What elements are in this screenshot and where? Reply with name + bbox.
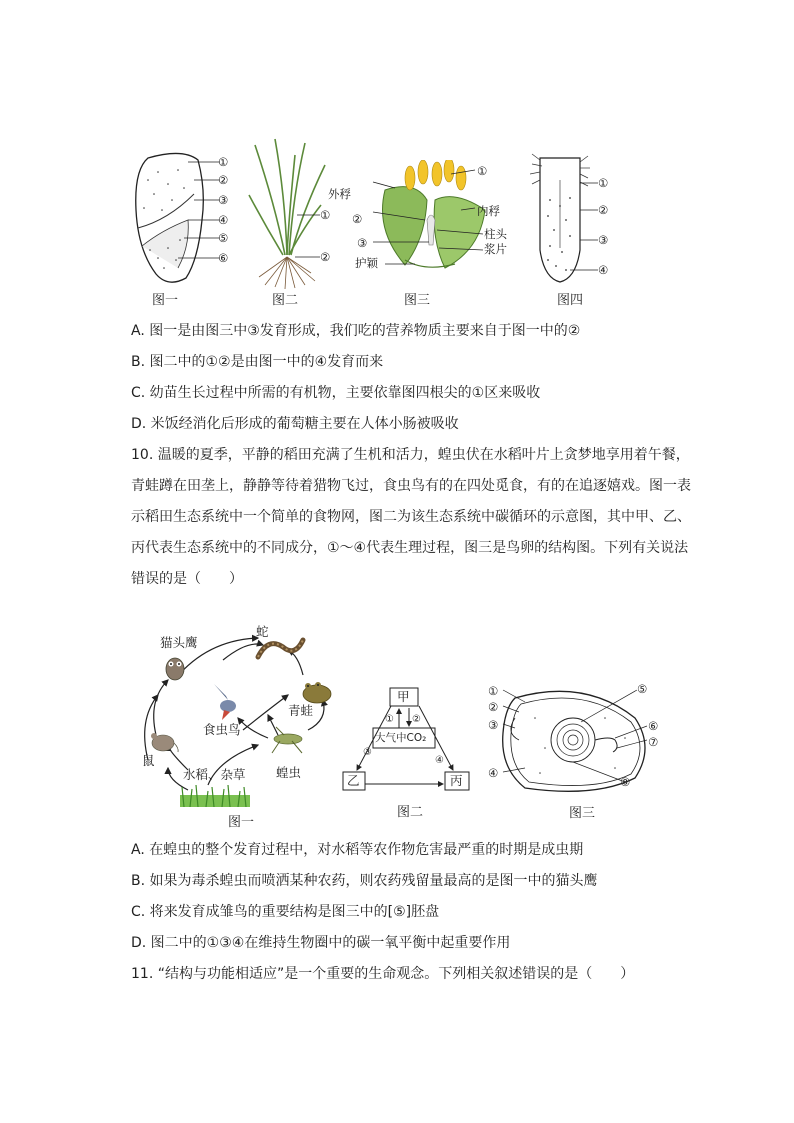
web-label-bird: 食虫鸟 xyxy=(203,722,241,737)
web-label-mouse: 鼠 xyxy=(142,753,155,768)
fig1-label-6: ⑥ xyxy=(218,251,229,265)
mouse-icon xyxy=(146,728,180,754)
q9-option-a: A. 图一是由图三中③发育形成，我们吃的营养物质主要来自于图一中的② xyxy=(131,323,581,339)
fig4-label-3: ③ xyxy=(598,233,609,247)
fig3-label-outer-lemma: 外稃 xyxy=(328,187,351,201)
fig2-label-2: ② xyxy=(320,250,331,264)
fig1-label-5: ⑤ xyxy=(218,231,229,245)
fig3-label-palea: 内稃 xyxy=(477,204,500,218)
web-label-snake: 蛇 xyxy=(256,624,269,639)
fig1-caption: 图一 xyxy=(151,293,178,308)
egg-label-7: ⑦ xyxy=(648,735,659,749)
fig1-label-4: ④ xyxy=(218,213,229,227)
carbon-cycle-caption: 图二 xyxy=(396,805,423,820)
food-web-caption: 图一 xyxy=(227,815,254,830)
grass-icon xyxy=(180,785,250,807)
carbon-label-3: ③ xyxy=(363,747,372,758)
fig3-label-3: ③ xyxy=(357,236,368,250)
carbon-label-yi: 乙 xyxy=(347,773,360,788)
carbon-label-jia: 甲 xyxy=(397,689,410,704)
q9-option-b: B. 图二中的①②是由图一中的④发育而来 xyxy=(131,354,384,370)
q10-option-d: D. 图二中的①③④在维持生物圈中的碳一氧平衡中起重要作用 xyxy=(131,935,511,951)
web-label-frog: 青蛙 xyxy=(288,703,314,718)
fig2-caption: 图二 xyxy=(271,293,298,308)
q10-stem-line-3: 示稻田生态系统中一个简单的食物网，图二为该生态系统中碳循环的示意图，其中甲、乙、 xyxy=(131,509,691,525)
carbon-label-co2: 大气中CO₂ xyxy=(375,732,427,744)
fig1-label-1: ① xyxy=(218,155,229,169)
fig4-label-2: ② xyxy=(598,203,609,217)
carbon-label-bing: 丙 xyxy=(450,773,463,788)
q10-stem-line-2: 青蛙蹲在田垄上，静静等待着猎物飞过，食虫鸟有的在四处觅食，有的在追逐嬉戏。图一表 xyxy=(131,478,691,494)
web-label-owl: 猫头鹰 xyxy=(160,635,198,650)
fig1-label-2: ② xyxy=(218,173,229,187)
egg-label-1: ① xyxy=(488,684,499,698)
q10-option-b: B. 如果为毒杀蝗虫而喷洒某种农药，则农药残留量最高的是图一中的猫头鹰 xyxy=(131,873,598,889)
q10-stem-line-1: 10. 温暖的夏季，平静的稻田充满了生机和活力，蝗虫伏在水稻叶片上贪梦地享用着午餐， xyxy=(131,447,690,463)
egg-label-5: ⑤ xyxy=(637,682,648,696)
carbon-label-4: ④ xyxy=(435,755,444,766)
egg-caption: 图三 xyxy=(568,806,595,821)
egg-label-6: ⑥ xyxy=(648,719,659,733)
owl-icon xyxy=(160,652,190,682)
q9-option-c: C. 幼苗生长过程中所需的有机物，主要依靠图四根尖的①区来吸收 xyxy=(131,385,541,401)
figure-row-top xyxy=(120,130,640,320)
egg-label-8: ⑧ xyxy=(620,775,631,789)
q10-stem-line-5: 错误的是（ ） xyxy=(131,571,243,587)
fig1-label-3: ③ xyxy=(218,193,229,207)
bird-egg-figure xyxy=(485,678,665,828)
carbon-label-1: ① xyxy=(385,714,394,725)
fig3-label-glume: 护颖 xyxy=(355,256,378,270)
bird-icon xyxy=(208,682,248,722)
egg-label-2: ② xyxy=(488,700,499,714)
carbon-cycle-figure xyxy=(335,680,485,830)
fig4-caption: 图四 xyxy=(556,293,583,308)
q10-option-a: A. 在蝗虫的整个发育过程中，对水稻等农作物危害最严重的时期是成虫期 xyxy=(131,842,584,858)
fig3-label-stigma: 柱头 xyxy=(484,227,507,241)
q11-stem: 11. “结构与功能相适应”是一个重要的生命观念。下列相关叙述错误的是（ ） xyxy=(131,966,635,982)
food-web-figure xyxy=(128,620,348,835)
fig3-label-2: ② xyxy=(352,212,363,226)
q10-option-c: C. 将来发育成雏鸟的重要结构是图三中的[⑤]胚盘 xyxy=(131,904,440,920)
fig3-label-1: ① xyxy=(477,164,488,178)
egg-label-3: ③ xyxy=(488,718,499,732)
locust-icon xyxy=(266,725,310,755)
fig3-label-lodicule: 浆片 xyxy=(484,242,507,256)
fig3-caption: 图三 xyxy=(403,293,430,308)
egg-label-4: ④ xyxy=(488,766,499,780)
carbon-label-2: ② xyxy=(412,714,421,725)
fig4-label-1: ① xyxy=(598,176,609,190)
q10-stem-line-4: 丙代表生态系统中的不同成分，①～④代表生理过程，图三是鸟卵的结构图。下列有关说法 xyxy=(131,540,689,556)
fig2-label-1: ① xyxy=(320,208,331,222)
frog-icon xyxy=(298,678,336,706)
fig4-label-4: ④ xyxy=(598,263,609,277)
web-label-plants: 水稻、杂草 xyxy=(183,767,246,782)
q9-option-d: D. 米饭经消化后形成的葡萄糖主要在人体小肠被吸收 xyxy=(131,416,459,432)
web-label-locust: 蝗虫 xyxy=(276,765,302,780)
